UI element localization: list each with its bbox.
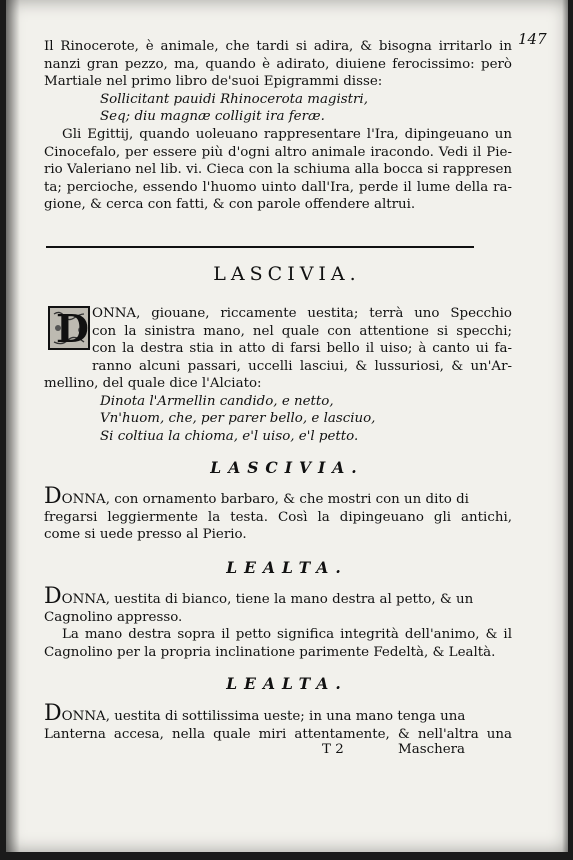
lascivia-2-paragraph bbox=[44, 484, 512, 544]
section-heading-lealta: LEALTA. bbox=[226, 558, 348, 577]
book-page bbox=[6, 0, 568, 852]
text-line: ranno alcuni passari, uccelli lasciui, & lussuriosi, & un'Ar- bbox=[92, 358, 512, 374]
verse-line: Vn'huom, che, per parer bello, e lasciuo, bbox=[100, 411, 376, 427]
text-line: ONNA, giouane, riccamente uestita; terrà uno Specchio bbox=[92, 306, 512, 321]
initial-letter: D bbox=[44, 584, 62, 609]
text-line bbox=[44, 584, 512, 609]
dropcap-letter: D bbox=[56, 306, 89, 351]
text-line: Il Rinocerote, è animale, che tardi si adira, & bisogna irritarlo in bbox=[44, 39, 512, 54]
text-line-rest: ONNA, uestita di sottilissima ueste; in una mano tenga una bbox=[61, 709, 466, 724]
text-line: Cinocefalo, per essere più d'ogni altro animale iracondo. Vedi il Pie- bbox=[44, 144, 512, 160]
text-line: Cagnolino per la propria inclinatione parimente Fedeltà, & Lealtà. bbox=[44, 644, 496, 660]
lealta-2-paragraph bbox=[44, 701, 512, 743]
text-line bbox=[44, 701, 512, 726]
page-number: 147 bbox=[518, 30, 547, 48]
section-divider bbox=[46, 246, 474, 248]
signature-mark: T 2 bbox=[322, 742, 344, 757]
text-line: Lanterna accesa, nella quale miri attentamente, & nell'altra una bbox=[44, 726, 512, 742]
initial-letter: D bbox=[44, 484, 62, 509]
text-line: fregarsi leggiermente la testa. Così la dipingeuano gli antichi, bbox=[44, 509, 512, 525]
text-line-rest: ONNA, uestita di bianco, tiene la mano destra al petto, & un bbox=[61, 592, 474, 607]
text-line: ta; percioche, essendo l'huomo uinto dall'Ira, perde il lume della ra- bbox=[44, 179, 512, 195]
text-line: come si uede presso al Pierio. bbox=[44, 527, 247, 543]
verse-line: Si coltiua la chioma, e'l uiso, e'l petto. bbox=[100, 428, 359, 444]
lascivia-paragraph bbox=[92, 305, 512, 340]
text-line: gione, & cerca con fatti, & con parole offendere altrui. bbox=[44, 197, 416, 213]
section-heading-lascivia: LASCIVIA. bbox=[213, 263, 361, 285]
text-line: nanzi gran pezzo, ma, quando è adirato, diuiene ferocissimo: però bbox=[44, 56, 512, 72]
initial-letter: D bbox=[44, 701, 62, 726]
lealta-paragraph bbox=[44, 584, 512, 661]
text-line: La mano destra sopra il petto significa integrità dell'animo, & il bbox=[62, 627, 512, 643]
verse-line: Seq; diu magnæ colligit ira feræ. bbox=[100, 109, 325, 125]
text-line: Cagnolino appresso. bbox=[44, 609, 183, 625]
text-line: con la destra stia in atto di farsi bello il uiso; à canto ui fa- bbox=[92, 341, 512, 356]
text-line: Gli Egittij, quando uoleuano rappresentare l'Ira, dipingeuano un bbox=[62, 126, 512, 142]
gutter-shadow bbox=[6, 0, 20, 852]
text-line: mellino, del quale dice l'Alciato: bbox=[44, 376, 262, 392]
ira-paragraph bbox=[44, 38, 512, 214]
text-line: Martiale nel primo libro de'suoi Epigrammi disse: bbox=[44, 74, 383, 90]
section-heading-lealta-2: LEALTA. bbox=[226, 674, 348, 693]
text-line: rio Valeriano nel lib. vi. Cieca con la schiuma alla bocca si rappresen bbox=[44, 162, 512, 178]
text-line-rest: ONNA, con ornamento barbaro, & che mostri con un dito di bbox=[61, 492, 469, 507]
verse-line: Sollicitant pauidi Rhinocerota magistri, bbox=[100, 91, 368, 107]
lascivia-paragraph-cont bbox=[44, 340, 512, 446]
catchword: Maschera bbox=[398, 742, 465, 757]
verse-line: Dinota l'Armellin candido, e netto, bbox=[100, 393, 334, 409]
text-line: con la sinistra mano, nel quale con attentione si specchi; bbox=[92, 323, 512, 339]
section-heading-lascivia-2: LASCIVIA. bbox=[210, 458, 364, 477]
text-line bbox=[44, 484, 512, 509]
page-edge bbox=[562, 0, 568, 852]
